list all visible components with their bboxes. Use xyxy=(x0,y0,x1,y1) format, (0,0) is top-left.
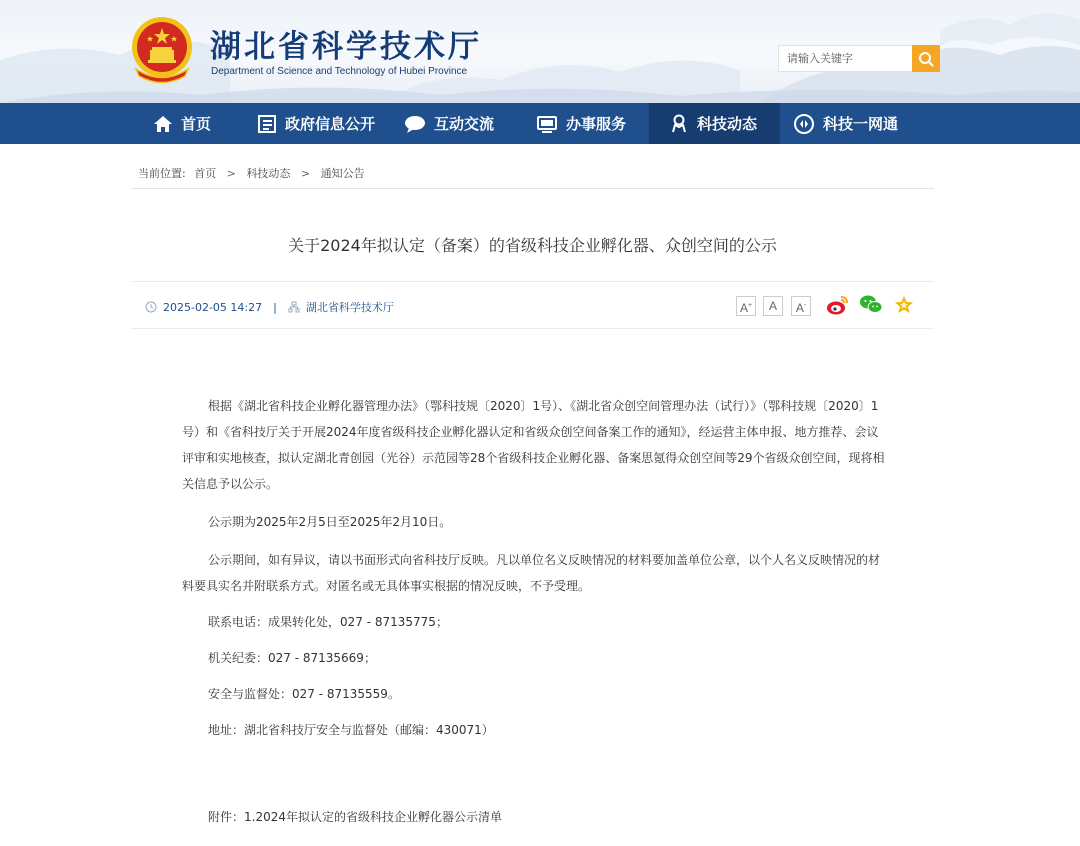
site-subtitle: Department of Science and Technology of Hubei Province xyxy=(211,66,468,77)
nav-item-tech-news[interactable] xyxy=(649,103,780,144)
wechat-icon[interactable] xyxy=(859,294,883,316)
breadcrumb-separator: > xyxy=(226,167,236,180)
nav-item-services[interactable] xyxy=(536,103,626,144)
publisher: 湖北省科学技术厅 xyxy=(305,301,394,314)
article-meta-bar xyxy=(131,281,934,329)
article-title: 关于2024年拟认定（备案）的省级科技企业孵化器、众创空间的公示 xyxy=(288,236,777,255)
contact-line: 联系电话：成果转化处，027 - 87135775； xyxy=(208,615,448,629)
home-icon xyxy=(153,115,173,133)
breadcrumb-prefix: 当前位置: xyxy=(138,167,186,180)
font-size-medium-button[interactable] xyxy=(763,296,783,316)
search-icon xyxy=(918,51,934,67)
network-icon xyxy=(793,113,815,135)
nav-item-interaction[interactable] xyxy=(404,103,494,144)
body-paragraph: 公示期为2025年2月5日至2025年2月10日。 xyxy=(208,515,452,529)
nav-item-gov-info[interactable] xyxy=(257,103,375,144)
clock-icon xyxy=(145,301,157,313)
breadcrumb-tech-news-link[interactable]: 科技动态 xyxy=(246,167,291,180)
article-body xyxy=(182,393,887,743)
document-icon xyxy=(257,115,277,133)
contact-line: 安全与监督处：027 - 87135559。 xyxy=(208,687,400,701)
body-paragraph: 根据《湖北省科技企业孵化器管理办法》（鄂科技规〔2020〕1号）、《湖北省众创空间管理办法（试行）》（鄂科技规〔2020〕1号）和《省科技厅关于开展2024年度省级科技企业孵化器认定和省级众创空间备案工作的通知》，经运营主体申报、地方推荐、会议评审和实地核查，拟认定湖北青创园（光谷）示范园等28个省级科技企业孵化器、备案思氪得众创空间等29个省级众创空间，现将相关信息予以公示。 xyxy=(182,399,885,491)
publish-date: 2025-02-05 14:27 xyxy=(163,300,263,314)
breadcrumb-notice-link[interactable]: 通知公告 xyxy=(320,167,365,180)
search-button[interactable] xyxy=(912,45,940,72)
nav-item-label: 科技一网通 xyxy=(823,115,899,133)
search-input[interactable] xyxy=(778,45,912,72)
national-emblem-icon xyxy=(130,14,194,84)
body-paragraph: 公示期间，如有异议，请以书面形式向省科技厅反映。凡以单位名义反映情况的材料要加盖单位公章，以个人名义反映情况的材料要具实名并附联系方式。对匿名或无具体事实根据的情况反映，不予受理。 xyxy=(182,553,881,593)
font-size-large-label: A xyxy=(739,301,748,315)
nav-item-label: 首页 xyxy=(181,115,212,133)
font-size-medium-label: A xyxy=(768,299,777,313)
nav-item-label: 科技动态 xyxy=(697,115,758,133)
breadcrumb-separator: > xyxy=(300,167,311,180)
main-nav xyxy=(0,103,1080,144)
user-award-icon xyxy=(669,114,689,134)
weibo-icon[interactable] xyxy=(826,294,850,316)
meta-divider: | xyxy=(273,300,277,314)
favorite-star-icon[interactable] xyxy=(893,294,915,316)
site-header xyxy=(0,0,1080,103)
article-meta-info xyxy=(145,299,394,315)
contact-line: 机关纪委：027 - 87135669； xyxy=(208,651,376,665)
monitor-icon xyxy=(536,115,558,133)
nav-item-label: 互动交流 xyxy=(434,115,495,133)
attachment-link[interactable]: 附件：1.2024年拟认定的省级科技企业孵化器公示清单 xyxy=(208,810,502,824)
nav-item-tech-portal[interactable] xyxy=(793,103,898,144)
breadcrumb xyxy=(138,165,365,181)
nav-item-label: 办事服务 xyxy=(566,115,627,133)
chat-icon xyxy=(404,115,426,133)
breadcrumb-home-link[interactable]: 首页 xyxy=(194,167,217,180)
nav-item-label: 政府信息公开 xyxy=(285,115,376,133)
contact-line: 地址：湖北省科技厅安全与监督处（邮编：430071） xyxy=(208,723,494,737)
nav-item-home[interactable] xyxy=(153,103,211,144)
font-size-large-button[interactable]: A+ xyxy=(736,296,756,316)
font-size-small-label: A xyxy=(795,301,804,315)
org-icon xyxy=(288,301,300,313)
site-title: 湖北省科学技术厅 xyxy=(210,29,482,65)
font-size-small-button[interactable]: A- xyxy=(791,296,811,316)
divider xyxy=(131,188,934,189)
